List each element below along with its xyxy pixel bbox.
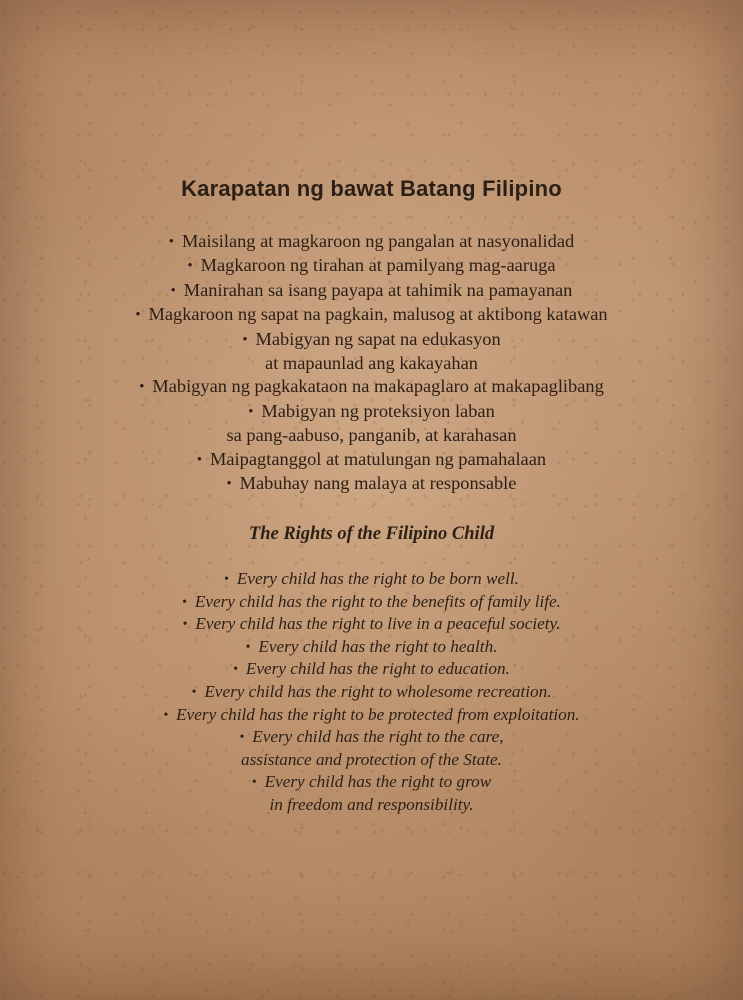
english-right-item-text: Every child has the right to live in a peaceful society. (195, 614, 561, 634)
bullet-icon: • (245, 638, 251, 654)
filipino-right-item-text: Mabigyan ng sapat na edukasyon (255, 328, 501, 349)
filipino-right-item (0, 424, 743, 447)
english-right-item-text: Every child has the right to grow (264, 772, 492, 792)
bullet-icon: • (170, 282, 176, 299)
english-right-item-text: assistance and protection of the State. (241, 749, 502, 769)
filipino-right-item (0, 254, 743, 278)
filipino-right-item-text: Mabigyan ng proteksiyon laban (261, 400, 495, 421)
english-right-item (0, 771, 743, 794)
filipino-right-item (0, 230, 743, 254)
english-right-item (0, 568, 743, 591)
bullet-icon: • (248, 403, 254, 420)
english-right-item (0, 704, 743, 727)
filipino-right-item (0, 328, 743, 352)
filipino-right-item-text: Mabuhay nang malaya at responsable (239, 473, 517, 494)
filipino-right-item (0, 375, 743, 399)
english-right-item (0, 681, 743, 704)
filipino-right-item-text: sa pang-aabuso, panganib, at karahasan (226, 425, 517, 446)
filipino-right-item-text: Manirahan sa isang payapa at tahimik na pamayanan (183, 279, 573, 300)
filipino-right-item-text: at mapaunlad ang kakayahan (265, 353, 478, 374)
bullet-icon: • (168, 234, 174, 250)
bullet-icon: • (182, 593, 187, 609)
bullet-icon: • (139, 379, 145, 396)
filipino-right-item-text: Maisilang at magkaroon ng pangalan at nasyonalidad (181, 231, 575, 251)
bullet-icon: • (135, 307, 141, 324)
english-right-item (0, 726, 743, 749)
filipino-right-item-text: Maipagtanggol at matulungan ng pamahalaan (210, 448, 547, 469)
english-title: The Rights of the Filipino Child (248, 524, 495, 544)
filipino-right-item-text: Magkaroon ng sapat na pagkain, malusog at aktibong katawan (148, 304, 608, 325)
bullet-icon: • (251, 774, 257, 790)
filipino-right-item (0, 303, 743, 327)
english-right-item-text: Every child has the right to education. (245, 659, 510, 679)
bullet-icon: • (242, 331, 248, 348)
english-right-item-text: Every child has the right to be protected from exploitation. (176, 704, 580, 724)
filipino-right-item-text: Mabigyan ng pagkakataon na makapaglaro at makapaglibang (152, 376, 604, 397)
english-right-item (0, 636, 743, 659)
filipino-right-item (0, 352, 743, 375)
filipino-rights-list (0, 230, 743, 496)
english-right-item (0, 658, 743, 681)
bullet-icon: • (224, 571, 229, 586)
english-right-item-text: in freedom and responsibility. (269, 794, 474, 814)
filipino-right-item-text: Magkaroon ng tirahan at pamilyang mag-aaruga (200, 255, 556, 276)
english-right-item-text: Every child has the right to the benefits of family life. (194, 591, 561, 611)
bullet-icon: • (239, 729, 245, 745)
filipino-right-item (0, 279, 743, 303)
bullet-icon: • (226, 476, 232, 493)
bullet-icon: • (196, 451, 203, 468)
english-right-item (0, 749, 743, 772)
english-rights-list (0, 568, 743, 817)
filipino-right-item (0, 472, 743, 496)
english-right-item-text: Every child has the right to wholesome recreation. (204, 681, 552, 701)
filipino-right-item (0, 448, 743, 472)
english-right-item (0, 613, 743, 636)
filipino-right-item (0, 400, 743, 424)
filipino-title: Karapatan ng bawat Batang Filipino (181, 176, 562, 201)
bullet-icon: • (182, 616, 188, 632)
english-right-item-text: Every child has the right to health. (258, 636, 498, 656)
english-right-item (0, 591, 743, 614)
bullet-icon: • (163, 706, 169, 722)
bullet-icon: • (187, 258, 193, 275)
bullet-icon: • (233, 661, 238, 677)
english-right-item-text: Every child has the right to the care, (252, 727, 504, 747)
bullet-icon: • (191, 683, 197, 699)
english-right-item (0, 794, 743, 817)
english-right-item-text: Every child has the right to be born well. (236, 569, 519, 588)
